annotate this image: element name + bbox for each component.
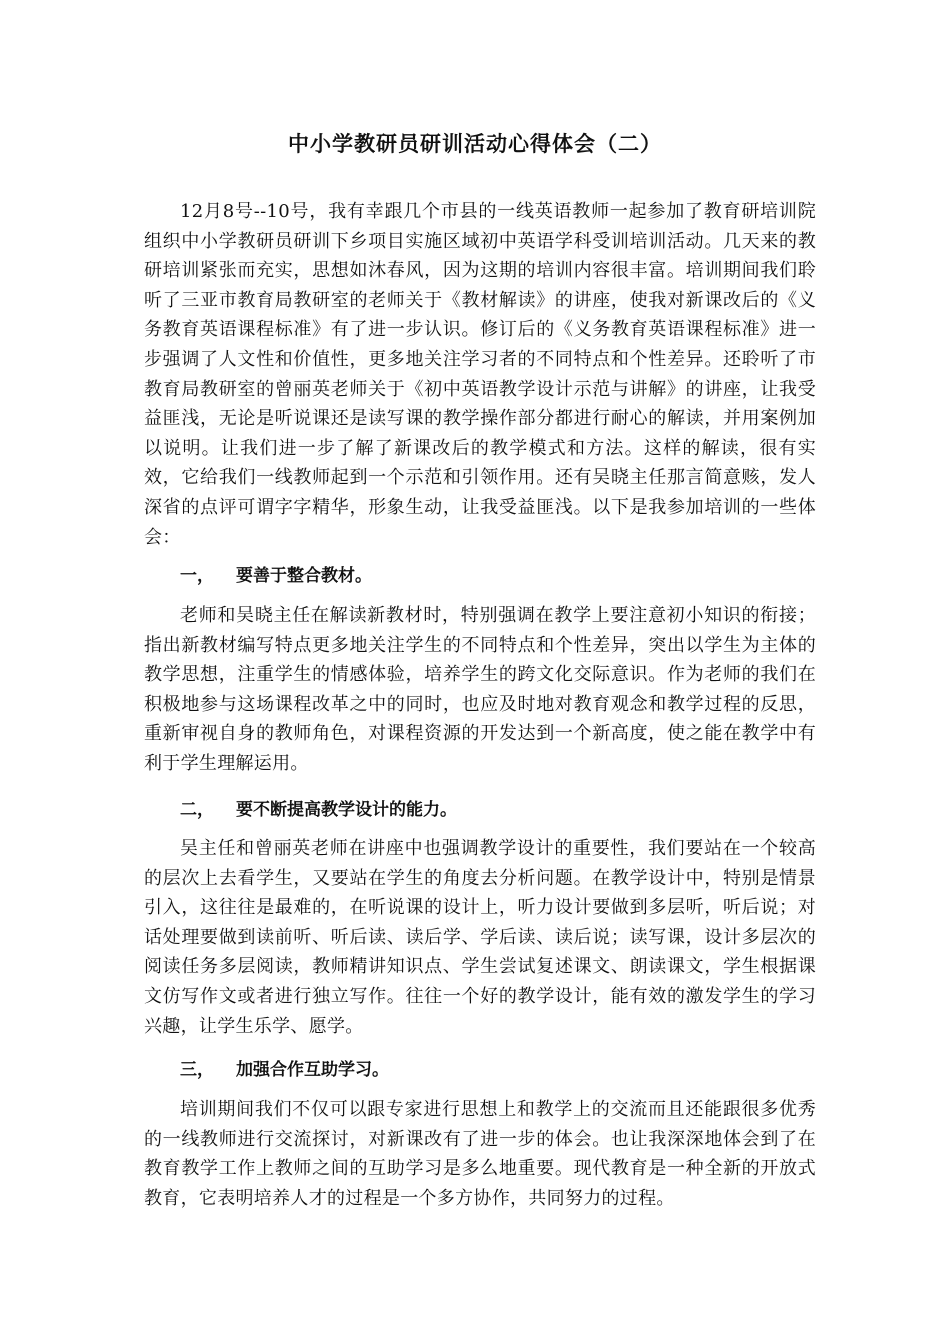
intro-paragraph: 12月8号--10号，我有幸跟几个市县的一线英语教师一起参加了教育研培训院组织中小学教研员研训下乡项目实施区域初中英语学科受训培训活动。几天来的教研培训紧张而充实，思想如沐春风，因为这期的培训内容很丰富。培训期间我们聆听了三亚市教育局教研室的老师关于《教材解读》的讲座，使我对新课改后的《义务教育英语课程标准》有了进一步认识。修订后的《义务教育英语课程标准》进一步强调了人文性和价值性，更多地关注学习者的不同特点和个性差异。还聆听了市教育局教研室的曾丽英老师关于《初中英语教学设计示范与讲解》的讲座，让我受益匪浅，无论是听说课还是读写课的教学操作部分都进行耐心的解读，并用案例加以说明。让我们进一步了解了新课改后的教学模式和方法。这样的解读，很有实效，它给我们一线教师起到一个示范和引领作用。还有吴晓主任那言简意赅，发人深省的点评可谓字字精华，形象生动，让我受益匪浅。以下是我参加培训的一些体会： bbox=[144, 201, 816, 548]
section-body-2: 吴主任和曾丽英老师在讲座中也强调教学设计的重要性，我们要站在一个较高的层次上去看学生，又要站在学生的角度去分析问题。在教学设计中，特别是情景引入，这往往是最难的，在听说课的设计上，听力设计要做到多层听，听后说；对话处理要做到读前听、听后读、读后学、学后读、读后说；读写课，设计多层次的阅读任务多层阅读，教师精讲知识点、学生尝试复述课文、朗读课文，学生根据课文仿写作文或者进行独立写作。往往一个好的教学设计，能有效的激发学生的学习兴趣，让学生乐学、愿学。 bbox=[144, 838, 816, 1037]
document-title: 中小学教研员研训活动心得体会（二） bbox=[288, 131, 662, 156]
section-heading-3 bbox=[180, 1055, 389, 1080]
section-body-1: 老师和吴晓主任在解读新教材时，特别强调在教学上要注意初小知识的衔接；指出新教材编写特点更多地关注学生的不同特点和个性差异，突出以学生为主体的教学思想，注重学生的情感体验，培养学生的跨文化交际意识。作为老师的我们在积极地参与这场课程改革之中的同时，也应及时地对教育观念和教学过程的反思，重新审视自身的教师角色，对课程资源的开发达到一个新高度，使之能在教学中有利于学生理解运用。 bbox=[144, 605, 816, 774]
section-heading-text: 加强合作互助学习。 bbox=[236, 1060, 389, 1080]
section-heading-1 bbox=[180, 561, 372, 586]
section-number: 三， bbox=[180, 1060, 214, 1080]
section-number: 一， bbox=[180, 566, 214, 586]
section-number: 二， bbox=[180, 800, 214, 820]
section-body-3: 培训期间我们不仅可以跟专家进行思想上和教学上的交流而且还能跟很多优秀的一线教师进行交流探讨，对新课改有了进一步的体会。也让我深深地体会到了在教育教学工作上教师之间的互助学习是多么地重要。现代教育是一种全新的开放式教育，它表明培养人才的过程是一个多方协作，共同努力的过程。 bbox=[144, 1099, 816, 1209]
section-heading-text: 要不断提高教学设计的能力。 bbox=[236, 800, 457, 820]
section-heading-text: 要善于整合教材。 bbox=[236, 566, 372, 586]
section-heading-2 bbox=[180, 795, 457, 820]
